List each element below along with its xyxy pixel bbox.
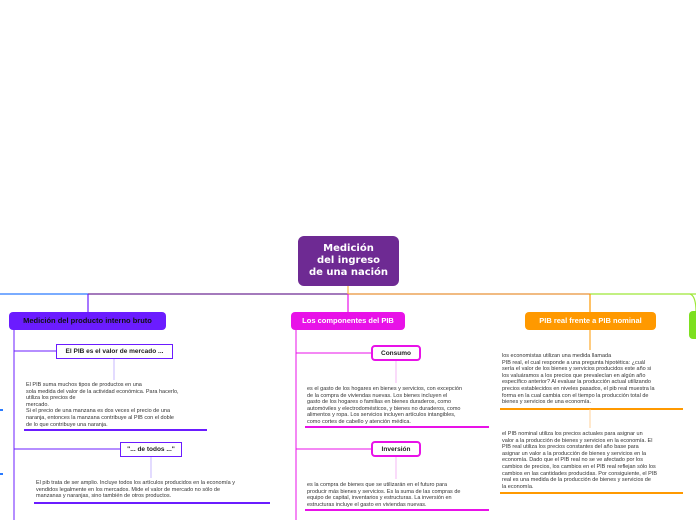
branch-offscreen[interactable]: [689, 311, 696, 339]
subtopic-consumo[interactable]: Consumo: [371, 345, 421, 361]
text-pib-nominal: el PIB nominal utiliza los precios actuales para asignar un valor a la producción de bienes y servicios en la economía. El PIB real utiliza los precios constantes del año base para asignar un valor a la producción de bienes y servicios en la economía. Dado que el PIB real no se ve afectado por los cambios de precios, los cambios en el PIB real reflejan sólo los cambios en las cantidades producidas. Por consiguiente, el PIB real es una medida de la producción de bienes y servicios de la economía.: [502, 431, 658, 490]
branch-medicion-pib[interactable]: Medición del producto interno bruto: [9, 312, 166, 330]
branch-pib-real-nominal[interactable]: PIB real frente a PIB nominal: [525, 312, 656, 330]
text-valor-mercado: El PIB suma muchos tipos de productos en una sola medida del valor de la actividad económica. Para hacerlo, utiliza los precios de mercado. Si el precio de una manzana es dos veces el precio de una naranja, entonces la manzana contribuye al PIB con el doble de lo que contribuye una naranja.: [26, 382, 179, 428]
text-inversion: es la compra de bienes que se utilizarán en el futuro para producir más bienes y servicios. Es la suma de las compras de equipo de capital, inventarios y estructuras. La inversión en estructuras incluye el gasto en viviendas nuevas.: [307, 482, 461, 508]
subtopic-de-todos[interactable]: "... de todos ...": [120, 442, 182, 457]
spine-orange-connector: [348, 286, 590, 294]
subtopic-inversion[interactable]: Inversión: [371, 441, 421, 457]
branch-4-drop: [690, 294, 696, 312]
text-pib-real: los economistas utilizan una medida llamada PIB real, el cual responde a una pregunta hipotética: ¿cuál sería el valor de los bienes y servicios producidos este año si los valuáramos a los precios que prevalecían en algún año específico anterior? Al evaluar la producción actual utilizando precios establecidos en niveles pasados, el pib real muestra la forma en la cual cambia con el tiempo la producción total de bienes y servicios de una economía.: [502, 353, 655, 406]
branch-componentes-pib[interactable]: Los componentes del PIB: [291, 312, 405, 330]
text-consumo: es el gasto de los hogares en bienes y servicios, con excepción de la compra de viviendas nuevas. Los bienes incluyen el gasto de los hogares o familias en bienes duraderos, como automóviles y electrodomésticos, y bienes no duraderos, como alimentos y ropa. Los servicios incluyen artículos intangibles, como cortes de cabello y atención médica.: [307, 386, 463, 425]
text-de-todos: El pib trata de ser amplio. Incluye todos los artículos producidos en la economía y vendidos legalmente en los mercados. Mide el valor de mercado no sólo de manzanas y naranjas, sino también de otros productos.: [36, 480, 236, 500]
subtopic-valor-mercado[interactable]: El PIB es el valor de mercado ...: [56, 344, 173, 359]
root-node[interactable]: Medición del ingreso de una nación: [298, 236, 399, 286]
